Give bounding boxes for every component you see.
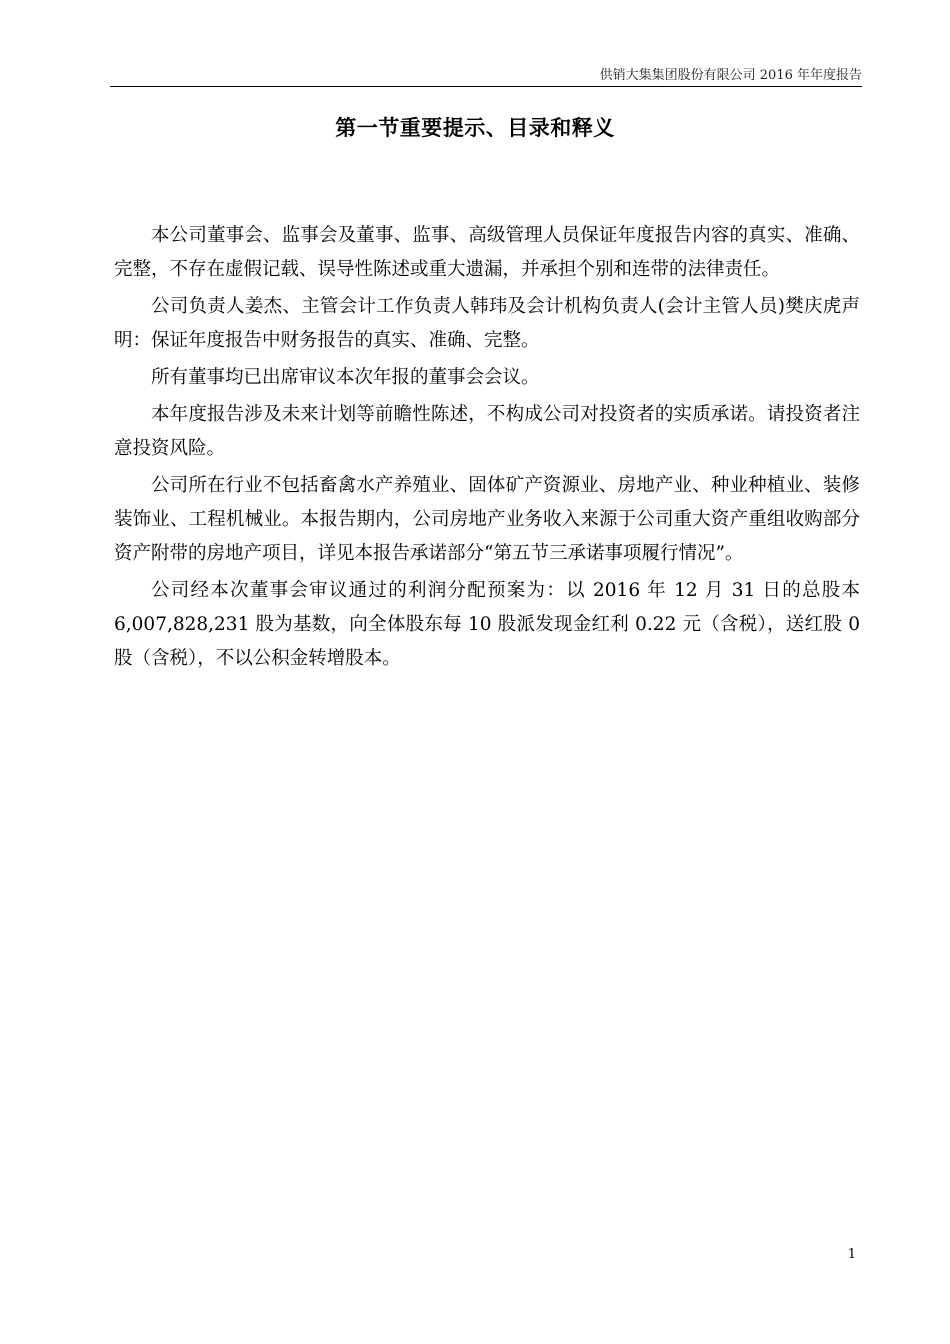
paragraph-officer-statement: 公司负责人姜杰、主管会计工作负责人韩玮及会计机构负责人(会计主管人员)樊庆虎声明：保证年度报告中财务报告的真实、准确、完整。: [114, 296, 860, 351]
running-header: 供销大集集团股份有限公司 2016 年年度报告: [599, 68, 862, 83]
paragraph-forward-looking: 本年度报告涉及未来计划等前瞻性陈述，不构成公司对投资者的实质承诺。请投资者注意投资风险。: [114, 404, 860, 459]
header-rule: [110, 86, 862, 87]
paragraph-industry-disclosure: 公司所在行业不包括畜禽水产养殖业、固体矿产资源业、房地产业、种业种植业、装修装饰业、工程机械业。本报告期内，公司房地产业务收入来源于公司重大资产重组收购部分资产附带的房地产项目，详见本报告承诺部分“第五节三承诺事项履行情况”。: [114, 475, 860, 564]
paragraph-board-guarantee: 本公司董事会、监事会及董事、监事、高级管理人员保证年度报告内容的真实、准确、完整，不存在虚假记载、误导性陈述或重大遗漏，并承担个别和连带的法律责任。: [114, 225, 860, 280]
paragraph-directors-attendance: 所有董事均已出席审议本次年报的董事会会议。: [151, 367, 540, 388]
page-number: 1: [847, 1247, 856, 1262]
body-text: [114, 219, 860, 679]
paragraph-profit-distribution: 公司经本次董事会审议通过的利润分配预案为：以 2016 年 12 月 31 日的总股本 6,007,828,231 股为基数，向全体股东每 10 股派发现金红利 0.22 元（含税），送红股 0 股（含税），不以公积金转增股本。: [114, 580, 860, 669]
section-title: 第一节重要提示、目录和释义: [335, 115, 615, 140]
